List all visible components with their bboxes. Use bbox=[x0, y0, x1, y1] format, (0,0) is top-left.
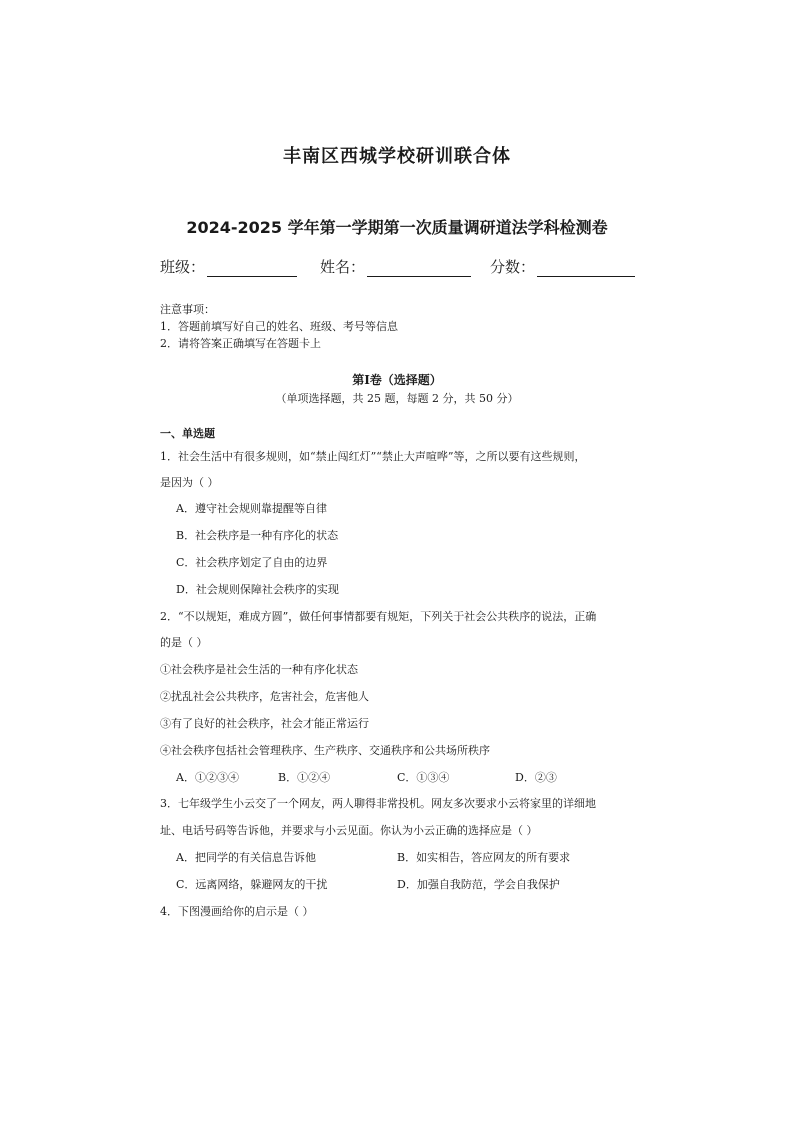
question-1-option-b[interactable]: B．社会秩序是一种有序化的状态 bbox=[176, 529, 339, 542]
class-label: 班级： bbox=[160, 258, 206, 276]
question-2-statement-3: ③有了良好的社会秩序，社会才能正常运行 bbox=[160, 717, 369, 730]
notes-heading: 注意事项： bbox=[160, 303, 215, 316]
student-info-row bbox=[160, 256, 640, 276]
question-1-stem: 1．社会生活中有很多规则，如“禁止闯红灯”“禁止大声喧哗”等，之所以要有这些规则， bbox=[160, 450, 586, 463]
class-field bbox=[160, 256, 297, 277]
question-1-option-d[interactable]: D．社会规则保障社会秩序的实现 bbox=[176, 583, 339, 596]
question-2-statement-1: ①社会秩序是社会生活的一种有序化状态 bbox=[160, 663, 358, 676]
question-2-option-c[interactable]: C．①③④ bbox=[397, 771, 450, 784]
section-subtitle: （单项选择题，共 25 题，每题 2 分，共 50 分） bbox=[275, 392, 519, 405]
score-field bbox=[490, 256, 635, 277]
question-1-stem-cont: 是因为（ ） bbox=[160, 476, 219, 489]
question-3-stem: 3．七年级学生小云交了一个网友，两人聊得非常投机。网友多次要求小云将家里的详细地 bbox=[160, 797, 596, 810]
notes-item: 1．答题前填写好自己的姓名、班级、考号等信息 bbox=[160, 320, 398, 333]
part-heading: 一、单选题 bbox=[160, 427, 215, 440]
question-2-option-a[interactable]: A．①②③④ bbox=[176, 771, 239, 784]
score-label: 分数： bbox=[490, 258, 536, 276]
question-3-option-a[interactable]: A．把同学的有关信息告诉他 bbox=[176, 851, 316, 864]
question-3-option-b[interactable]: B．如实相告，答应网友的所有要求 bbox=[397, 851, 571, 864]
school-title: 丰南区西城学校研训联合体 bbox=[283, 146, 511, 167]
class-blank[interactable] bbox=[207, 262, 297, 277]
question-2-stem: 2．“不以规矩，难成方圆”，做任何事情都要有规矩，下列关于社会公共秩序的说法，正确 bbox=[160, 610, 597, 623]
question-2-option-b[interactable]: B．①②④ bbox=[278, 771, 331, 784]
question-4-stem: 4．下图漫画给你的启示是（ ） bbox=[160, 905, 314, 918]
question-3-option-d[interactable]: D．加强自我防范，学会自我保护 bbox=[397, 878, 560, 891]
name-label: 姓名： bbox=[320, 258, 366, 276]
name-field bbox=[320, 256, 471, 277]
question-2-option-d[interactable]: D．②③ bbox=[515, 771, 557, 784]
question-2-stem-cont: 的是（ ） bbox=[160, 636, 208, 649]
question-3-option-c[interactable]: C．远离网络，躲避网友的干扰 bbox=[176, 878, 328, 891]
notes-item: 2．请将答案正确填写在答题卡上 bbox=[160, 337, 321, 350]
question-2-statement-4: ④社会秩序包括社会管理秩序、生产秩序、交通秩序和公共场所秩序 bbox=[160, 744, 490, 757]
question-1-option-c[interactable]: C．社会秩序划定了自由的边界 bbox=[176, 556, 328, 569]
question-3-stem-cont: 址、电话号码等告诉他，并要求与小云见面。你认为小云正确的选择应是（ ） bbox=[160, 824, 538, 837]
score-blank[interactable] bbox=[537, 262, 635, 277]
name-blank[interactable] bbox=[367, 262, 471, 277]
exam-title: 2024-2025 学年第一学期第一次质量调研道法学科检测卷 bbox=[186, 218, 608, 237]
section-title: 第Ⅰ卷（选择题） bbox=[352, 373, 442, 387]
question-1-option-a[interactable]: A．遵守社会规则靠提醒等自律 bbox=[176, 502, 327, 515]
question-2-statement-2: ②扰乱社会公共秩序，危害社会，危害他人 bbox=[160, 690, 369, 703]
